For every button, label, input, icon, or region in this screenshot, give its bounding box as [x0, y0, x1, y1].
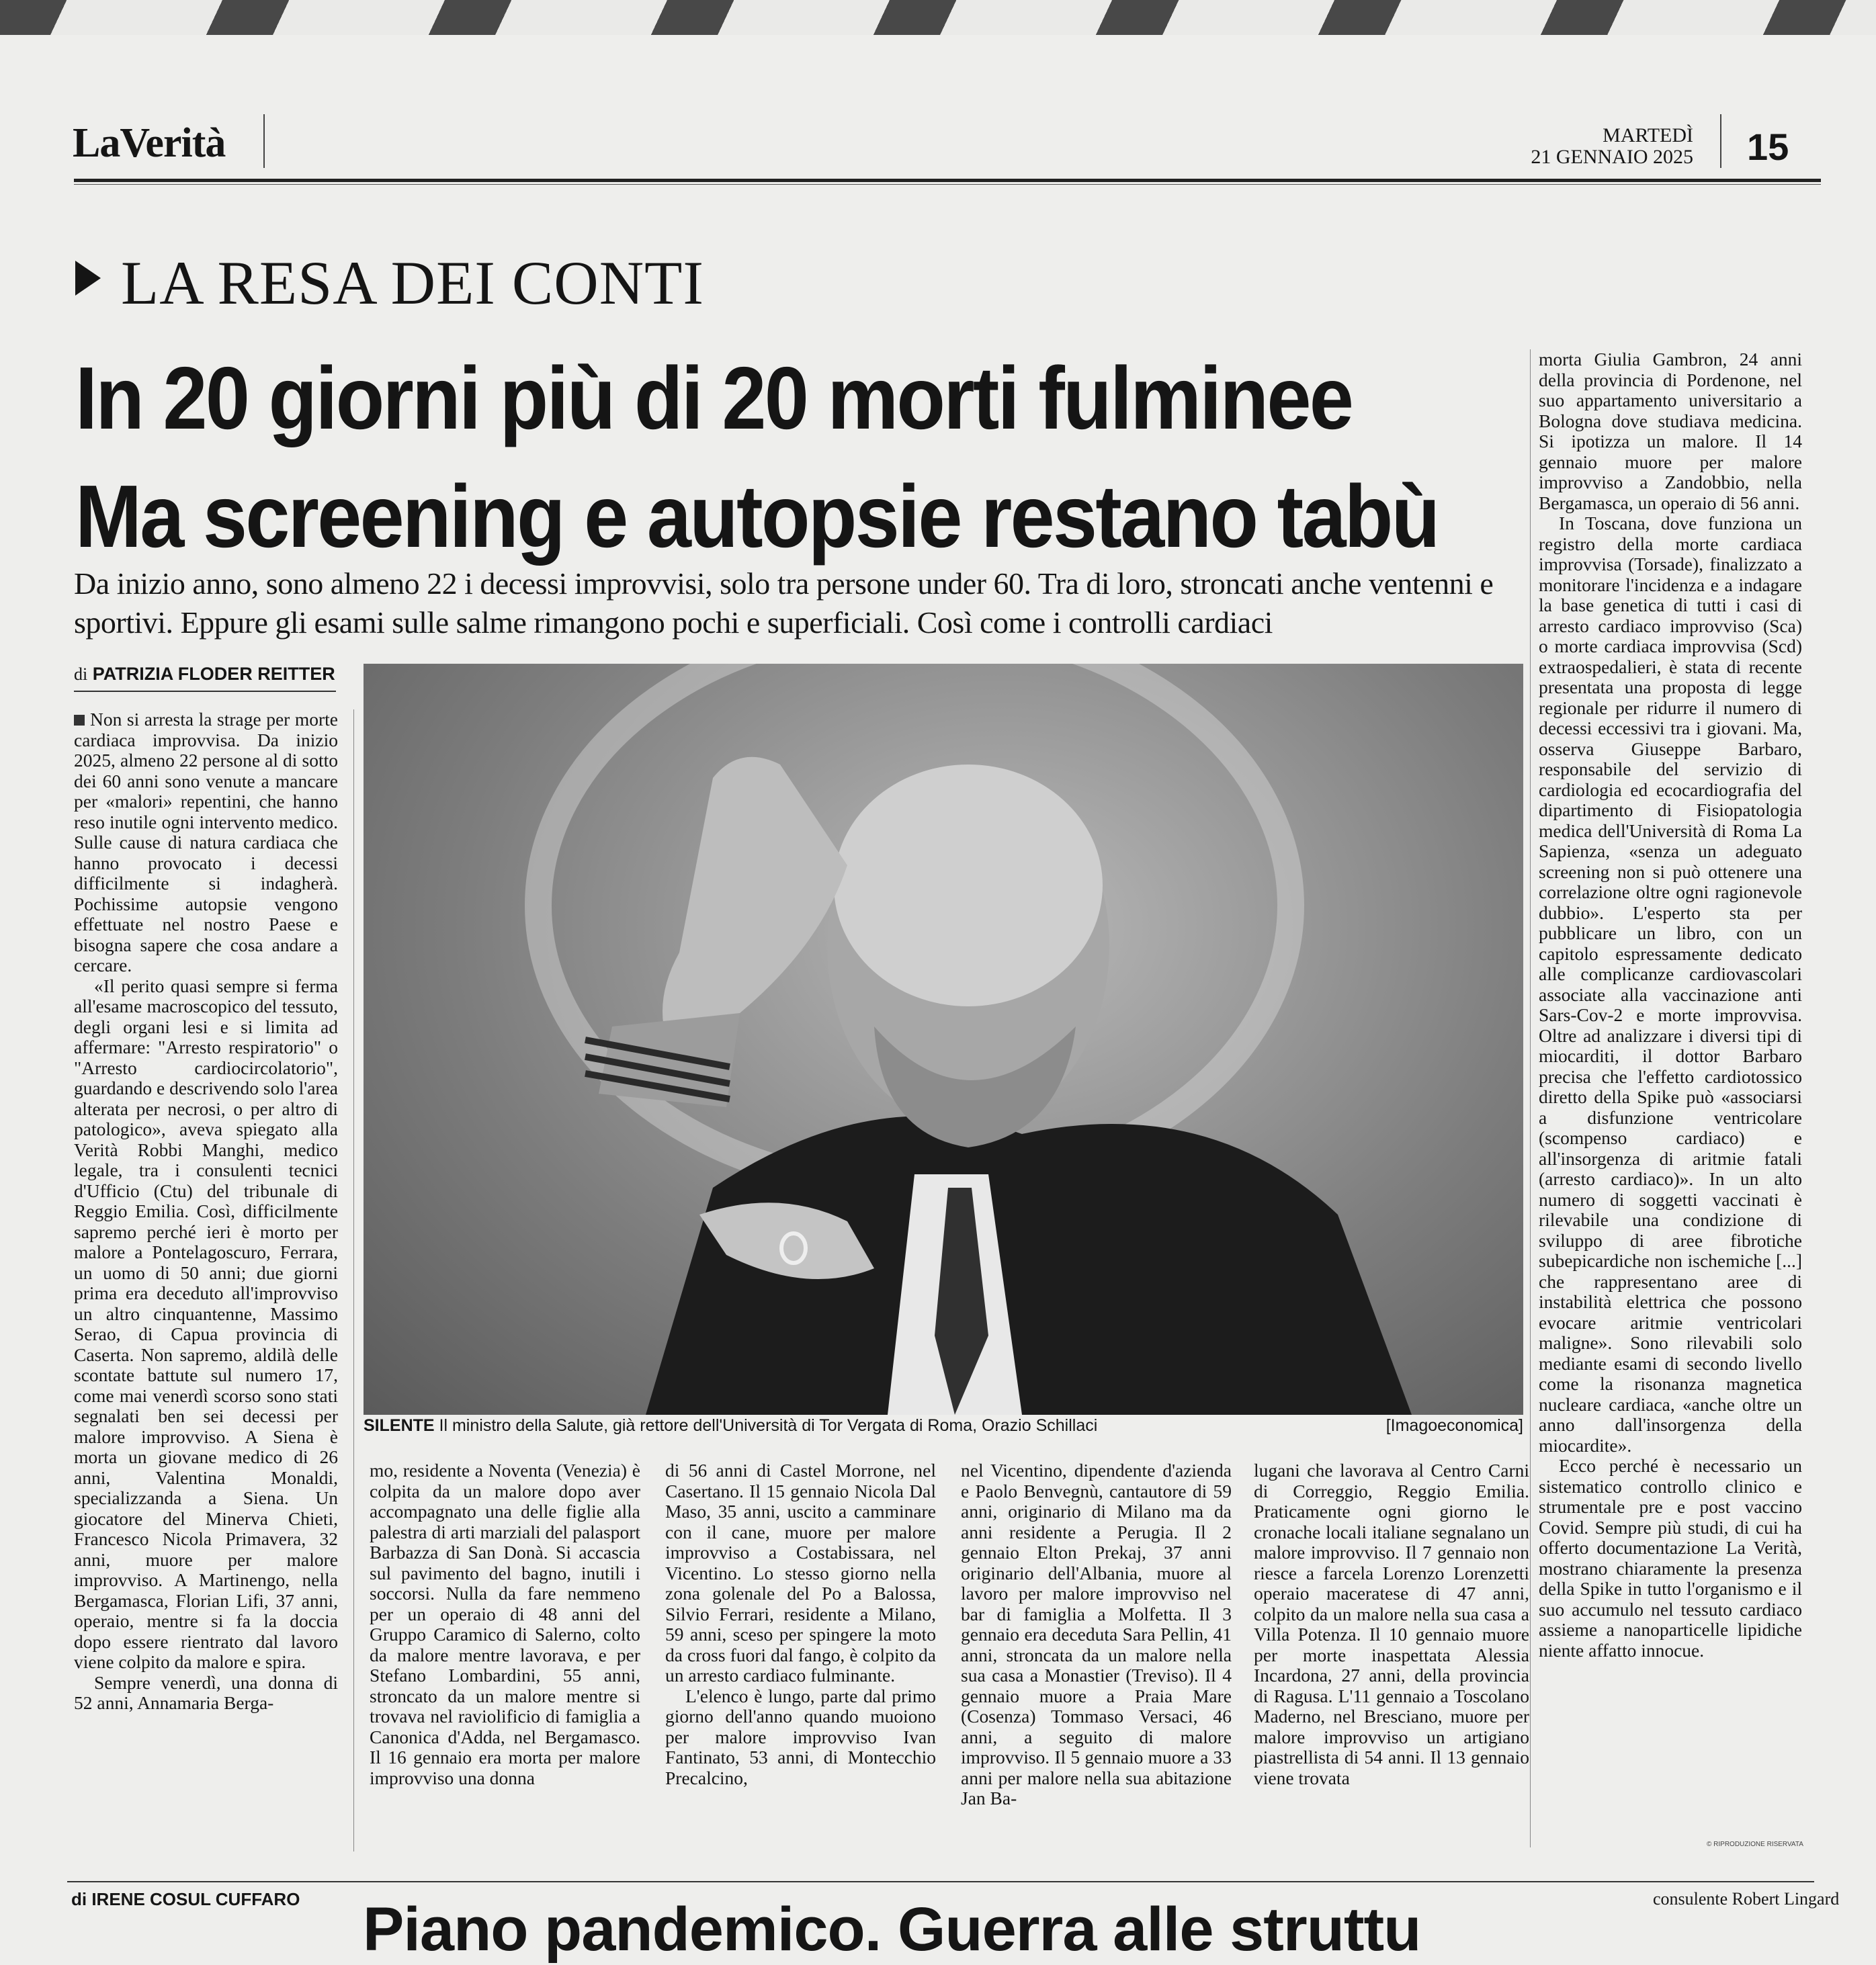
- col3-paragraph-2: L'elenco è lungo, parte dal primo giorno dell'anno quando muoiono per malore improvviso Ivan Fantinato, 53 anni, di Montecchio Precalcino,: [665, 1685, 936, 1788]
- photo-illustration: [364, 664, 1523, 1415]
- article-column-4: [961, 1460, 1232, 1851]
- headline-line-2: Ma screening e autopsie restano tabù: [75, 467, 1439, 566]
- masthead-divider: [263, 114, 265, 168]
- byline-prefix: di: [74, 664, 88, 684]
- newspaper-logo: LaVerità: [73, 120, 226, 166]
- col5-paragraph: lugani che lavorava al Centro Carni di Correggio, Reggio Emilia. Praticamente ogni giorno le cronache locali italiane segnalano un malore improvviso. Il 7 gennaio non riesce a farcela Lorenzo Lorenzetti operaio maceratese di 47 anni, colpito da un malore nella sua casa a Villa Potenza. Il 10 gennaio muore per morte inaspettata Alessia Incardona, 27 anni, della provincia di Ragusa. L'11 gennaio a Toscolano Maderno, nel Bresciano, muore per malore improvviso un artigiano piastrellista di 54 anni. Il 13 gennaio viene trovata: [1254, 1460, 1529, 1788]
- col4-paragraph: nel Vicentino, dipendente d'azienda e Paolo Benvegnù, cantautore di 59 anni, originario di Milano ma da anni residente a Perugia. Il 2 gennaio Elton Prekaj, 37 anni originario dell'Albania, muore al lavoro per malore improvviso nel bar di famiglia a Molfetta. Il 3 gennaio era deceduta Sara Pellin, 41 anni, stroncata da un malore nella sua casa a Monastier (Treviso). Il 4 gennaio muore a Praia Mare (Cosenza) Tommaso Versaci, 46 anni, a seguito di malore improvviso. Il 5 gennaio muore a 33 anni per malore nella sua abitazione Jan Ba-: [961, 1460, 1232, 1808]
- kicker-text: LA RESA DEI CONTI: [121, 249, 704, 317]
- col1-paragraph-3: Sempre venerdì, una donna di 52 anni, Annamaria Berga-: [74, 1671, 338, 1713]
- next-article-byline: di IRENE COSUL CUFFARO: [71, 1889, 300, 1909]
- col6-paragraph-2: In Toscana, dove funziona un registro della morte cardiaca improvvisa (Torsade), finalizzato a monitorare l'incidenza e a indagare la base genetica di tutti i casi di arresto cardiaco improvviso (Sca) o morte cardiaca improvvisa (Scd) extraospedalieri, è stata di recente presentata una proposta di legge regionale per ridurre il numero di decessi eccessivi tra i giovani. Ma, osserva Giuseppe Barbaro, responsabile del servizio di cardiologia ed ecocardiografia del dipartimento di Fisiopatologia medica dell'Università di Roma La Sapienza, «senza un adeguato screening non si può ottenere una correlazione oltre ogni ragionevole dubbio». L'esperto sta per pubblicare un libro, con un capitolo espressamente dedicato alle complicanze cardiovascolari associate alla vaccinazione anti Sars-Cov-2 e morte improvvisa. Oltre ad analizzare i diversi tipi di miocarditi, il dottor Barbaro precisa che l'effetto cardiotossico diretto della Spike può «associarsi a disfunzione ventricolare (scompenso cardiaco) e all'insorgenza di aritmie fatali (arresto cardiaco)». In un alto numero di soggetti vaccinati è rilevabile una condizione di sviluppo di aree fibrotiche subepicardiche non ischemiche [...] che rappresentano aree di instabilità elettrica che possono evocare aritmie ventricolari maligne». Sono rilevabili solo mediante esami di secondo livello come la risonanza magnetica nucleare cardiaca, «anche oltre un anno dall'insorgenza della miocardite».: [1539, 513, 1802, 1456]
- section-kicker: [75, 247, 704, 318]
- page-number: 15: [1747, 126, 1789, 168]
- caption-text: Il ministro della Salute, già rettore dell'Università di Tor Vergata di Roma, Orazio Schillaci: [439, 1416, 1098, 1435]
- headline-line-1: In 20 giorni più di 20 morti fulminee: [75, 349, 1353, 447]
- byline-rule: [74, 691, 336, 692]
- top-scan-band: [0, 0, 1876, 35]
- column-divider: [1530, 349, 1531, 1847]
- caption-label: SILENTE: [364, 1416, 435, 1435]
- column-divider: [353, 709, 354, 1851]
- weekday: MARTEDÌ: [1603, 124, 1693, 146]
- byline-author: PATRIZIA FLODER REITTER: [92, 664, 335, 684]
- next-article-headline: Piano pandemico. Guerra alle struttu: [363, 1895, 1421, 1964]
- masthead-rule-thin: [74, 184, 1821, 185]
- article-column-5: [1254, 1460, 1529, 1851]
- col1-paragraph-2: «Il perito quasi sempre si ferma all'esame macroscopico del tessuto, degli organi lesi e si limita ad affermare: "Arresto respiratorio" o "Arresto cardiocircolatorio", guardando e descrivendo solo l'area alterata per necrosi, o per altro di patologico», aveva spiegato alla Verità Robbi Manghi, medico legale, tra i consulenti tecnici d'Ufficio (Ctu) del tribunale di Reggio Emilia. Così, difficilmente sapremo perché ieri è morto per malore a Pontelagoscuro, Ferrara, un uomo di 50 anni; due giorni prima era deceduto all'improvviso un altro cinquantenne, Massimo Serao, di Capua provincia di Caserta. Non sapremo, aldilà delle scontate battute sul numero 17, come mai venerdì scorso sono stati segnalati ben sei decessi per malore improvviso. A Siena è morta un giovane medico di 26 anni, Valentina Monaldi, specializzanda a Siena. Un giocatore del Minerva Chieti, Francesco Nicola Primavera, 32 anni, muore per malore improvviso. A Martinengo, nella Bergamasca, Florian Lifi, 37 anni, operaio, mentre si fa la doccia dopo essere rientrato dal lavoro viene colpito da malore e spira.: [74, 975, 338, 1672]
- col1-paragraph-1: Non si arresta la strage per morte cardiaca improvvisa. Da inizio 2025, almeno 22 persone al di sotto dei 60 anni sono venute a mancare per «malori» repentini, che hanno reso inutile ogni intervento medico. Sulle cause di natura cardiaca che hanno provocato i decessi difficilmente si indagherà. Pochissime autopsie vengono effettuate nel nostro Paese e bisogna sapere che cosa andare a cercare.: [74, 709, 338, 975]
- triangle-arrow-icon: [75, 261, 101, 296]
- byline: [74, 664, 335, 685]
- date-divider: [1720, 114, 1721, 168]
- photo-caption: [364, 1416, 1523, 1436]
- headline: [75, 339, 1439, 576]
- col6-paragraph-1: morta Giulia Gambron, 24 anni della provincia di Pordenone, nel suo appartamento universitario a Bologna dove studiava medicina. Si ipotizza un malore. Il 14 gennaio muore per malore improvviso a Zandobbio, nella Bergamasca, un operaio di 56 anni.: [1539, 349, 1802, 513]
- col3-paragraph-1: di 56 anni di Castel Morrone, nel Casertano. Il 15 gennaio Nicola Dal Maso, 35 anni, uscito a camminare con il cane, muore per malore improvviso a Costabissara, nel Vicentino. Lo stesso giorno nella zona golenale del Po a Balossa, Silvio Ferrari, residente a Milano, 59 anni, sceso per spingere la moto da cross fuori dal fango, è colpito da un arresto cardiaco fulminante.: [665, 1460, 936, 1686]
- article-column-6: [1539, 349, 1802, 1831]
- article-photo: [364, 664, 1523, 1415]
- summary: Da inizio anno, sono almeno 22 i decessi improvvisi, solo tra persone under 60. Tra di loro, stroncati anche ventenni e sportivi. Eppure gli esami sulle salme rimangono pochi e superficiali. Così come i controlli cardiaci: [74, 566, 1494, 640]
- photo-credit: [Imagoeconomica]: [1385, 1416, 1523, 1435]
- article-column-1: [74, 709, 338, 1851]
- bottom-article-rule: [67, 1881, 1814, 1882]
- article-column-3: [665, 1460, 936, 1851]
- date: 21 GENNAIO 2025: [1531, 146, 1693, 168]
- bullet-square-icon: [74, 715, 85, 726]
- col6-paragraph-3: Ecco perché è necessario un sistematico controllo clinico e strumentale pre e post vaccino Covid. Sempre più studi, di cui ha offerto documentazione La Verità, mostrano chiaramente la presenza della Spike in tutto l'organismo e il suo accumulo nel tessuto cardiaco assieme a nanoparticelle lipidiche niente affatto innocue.: [1539, 1455, 1802, 1661]
- col2-paragraph: mo, residente a Noventa (Venezia) è colpita da un malore dopo aver accompagnato una delle figlie alla palestra di arti marziali del palasport Barbazza di San Donà. Si accascia sul pavimento del bagno, inutili i soccorsi. Nulla da fare nemmeno per un operaio di 48 anni del Gruppo Caramico di Salerno, colto da malore mentre lavorava, e per Stefano Lombardini, 55 anni, stroncato da un malore mentre si trovava nel raviolificio di famiglia a Canonica d'Adda, nel Bergamasco. Il 16 gennaio era morta per malore improvviso una donna: [370, 1460, 640, 1788]
- copyright-note: © RIPRODUZIONE RISERVATA: [1707, 1841, 1803, 1848]
- dateline: [1424, 125, 1693, 168]
- next-article-text: consulente Robert Lingard: [1653, 1889, 1840, 1909]
- masthead-rule: [74, 179, 1821, 182]
- article-column-2: [370, 1460, 640, 1851]
